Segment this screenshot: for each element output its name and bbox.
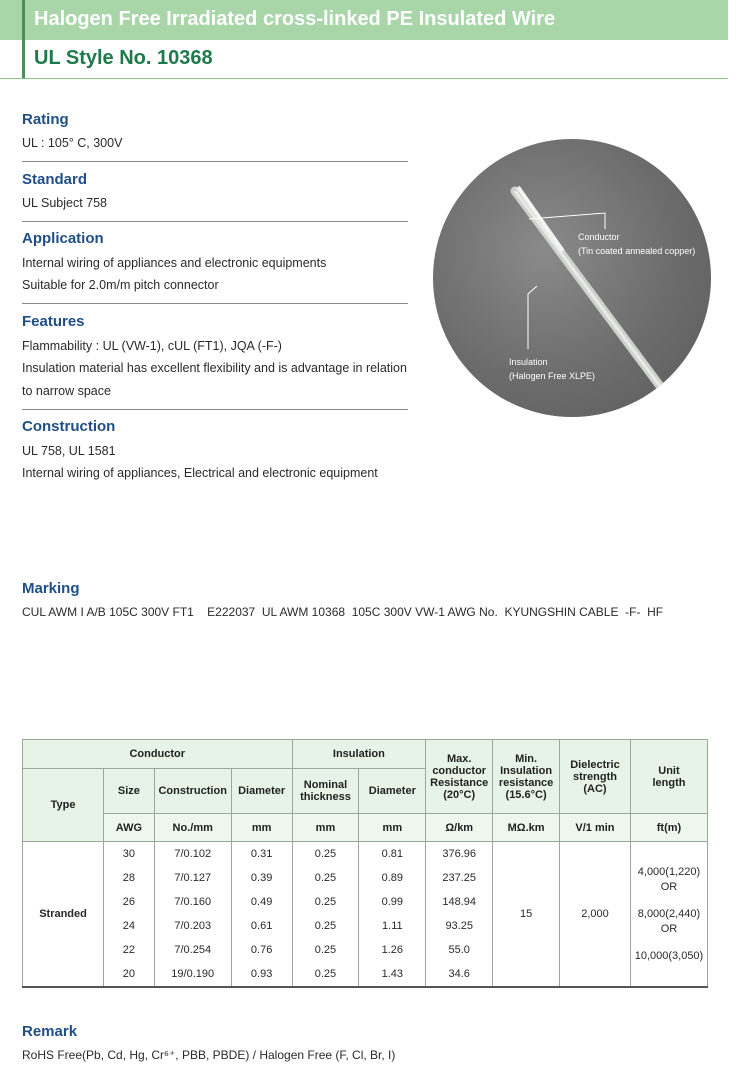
title-accent-bar [22, 0, 25, 40]
construction-title: Construction [22, 418, 116, 435]
conductor-label: Conductor [578, 232, 620, 242]
divider [22, 409, 408, 410]
standard-title: Standard [22, 171, 88, 188]
ins-diameter-cell: 0.81 [359, 842, 426, 867]
remark-text: RoHS Free(Pb, Cd, Hg, Cr⁶⁺, PBB, PBDE) / Halogen Free (F, Cl, Br, I) [22, 1048, 396, 1062]
diameter-cell: 0.49 [231, 890, 292, 914]
ins-diameter-cell: 0.89 [359, 866, 426, 890]
resistance-cell: 93.25 [426, 914, 493, 938]
construction-cell: 7/0.160 [154, 890, 231, 914]
header-unit-length: Unit length [630, 740, 707, 814]
construction-line-2: Internal wiring of appliances, Electrical and electronic equipment [22, 466, 378, 480]
application-title: Application [22, 230, 104, 247]
unit-ohm-km: Ω/km [426, 814, 493, 842]
divider [22, 161, 408, 162]
ins-diameter-cell: 1.43 [359, 962, 426, 987]
application-line-2: Suitable for 2.0m/m pitch connector [22, 278, 219, 292]
remark-title: Remark [22, 1023, 78, 1040]
unit-no-mm: No./mm [154, 814, 231, 842]
unit-awg: AWG [104, 814, 155, 842]
unit-ft-m: ft(m) [630, 814, 707, 842]
header-size: Size [104, 769, 155, 814]
conductor-sublabel: (Tin coated annealed copper) [578, 246, 696, 256]
header-insulation-diameter: Diameter [359, 769, 426, 814]
unit-mm: mm [292, 814, 359, 842]
unit-mm: mm [231, 814, 292, 842]
size-cell: 20 [104, 962, 155, 987]
min-insulation-cell: 15 [493, 842, 560, 988]
header-construction: Construction [154, 769, 231, 814]
header-insulation: Insulation [292, 740, 426, 769]
spec-table [22, 739, 708, 988]
thickness-cell: 0.25 [292, 842, 359, 867]
features-line-2: Insulation material has excellent flexibility and is advantage in relation [22, 361, 407, 375]
insulation-sublabel: (Halogen Free XLPE) [509, 371, 596, 381]
features-line-1: Flammability : UL (VW-1), cUL (FT1), JQA (-F-) [22, 339, 282, 353]
marking-text: CUL AWM I A/B 105C 300V FT1 E222037 UL AWM 10368 105C 300V VW-1 AWG No. KYUNGSHIN CABLE -F- HF [22, 605, 664, 619]
header-max-resistance: Max. conductor Resistance (20°C) [426, 740, 493, 814]
diameter-cell: 0.76 [231, 938, 292, 962]
resistance-cell: 376.96 [426, 842, 493, 867]
thickness-cell: 0.25 [292, 914, 359, 938]
unit-mm: mm [359, 814, 426, 842]
diameter-cell: 0.93 [231, 962, 292, 987]
unit-mohm-km: MΩ.km [493, 814, 560, 842]
construction-line-1: UL 758, UL 1581 [22, 444, 116, 458]
application-line-1: Internal wiring of appliances and electronic equipments [22, 256, 327, 270]
construction-cell: 7/0.102 [154, 842, 231, 867]
diameter-cell: 0.31 [231, 842, 292, 867]
type-cell: Stranded [23, 842, 104, 988]
insulation-label: Insulation [509, 357, 548, 367]
header-nominal-thickness: Nominal thickness [292, 769, 359, 814]
rating-text: UL : 105° C, 300V [22, 136, 123, 150]
header-min-insulation: Min. Insulation resistance (15.6°C) [493, 740, 560, 814]
standard-text: UL Subject 758 [22, 196, 108, 210]
resistance-cell: 148.94 [426, 890, 493, 914]
thickness-cell: 0.25 [292, 890, 359, 914]
construction-cell: 7/0.254 [154, 938, 231, 962]
construction-cell: 7/0.127 [154, 866, 231, 890]
resistance-cell: 237.25 [426, 866, 493, 890]
construction-cell: 19/0.190 [154, 962, 231, 987]
size-cell: 22 [104, 938, 155, 962]
table-row [23, 842, 708, 867]
features-line-3: to narrow space [22, 384, 111, 398]
resistance-cell: 55.0 [426, 938, 493, 962]
diameter-cell: 0.61 [231, 914, 292, 938]
header-diameter: Diameter [231, 769, 292, 814]
dielectric-cell: 2,000 [560, 842, 631, 988]
size-cell: 24 [104, 914, 155, 938]
thickness-cell: 0.25 [292, 938, 359, 962]
page-title: Halogen Free Irradiated cross-linked PE Insulated Wire [0, 0, 728, 40]
size-cell: 30 [104, 842, 155, 867]
unit-v-min: V/1 min [560, 814, 631, 842]
divider [22, 303, 408, 304]
ins-diameter-cell: 0.99 [359, 890, 426, 914]
divider [22, 221, 408, 222]
ins-diameter-cell: 1.26 [359, 938, 426, 962]
unit-length-cell: 4,000(1,220) OR 8,000(2,440) OR 10,000(3,050) [630, 842, 707, 988]
thickness-cell: 0.25 [292, 962, 359, 987]
marking-title: Marking [22, 580, 80, 597]
thickness-cell: 0.25 [292, 866, 359, 890]
ins-diameter-cell: 1.11 [359, 914, 426, 938]
features-title: Features [22, 313, 85, 330]
size-cell: 28 [104, 866, 155, 890]
header-type: Type [23, 769, 104, 842]
rating-title: Rating [22, 111, 69, 128]
resistance-cell: 34.6 [426, 962, 493, 987]
header-conductor: Conductor [23, 740, 293, 769]
construction-cell: 7/0.203 [154, 914, 231, 938]
size-cell: 26 [104, 890, 155, 914]
style-number: UL Style No. 10368 [0, 40, 728, 79]
header-dielectric: Dielectric strength (AC) [560, 740, 631, 814]
wire-photo [433, 139, 711, 417]
diameter-cell: 0.39 [231, 866, 292, 890]
style-accent-bar [22, 40, 25, 78]
